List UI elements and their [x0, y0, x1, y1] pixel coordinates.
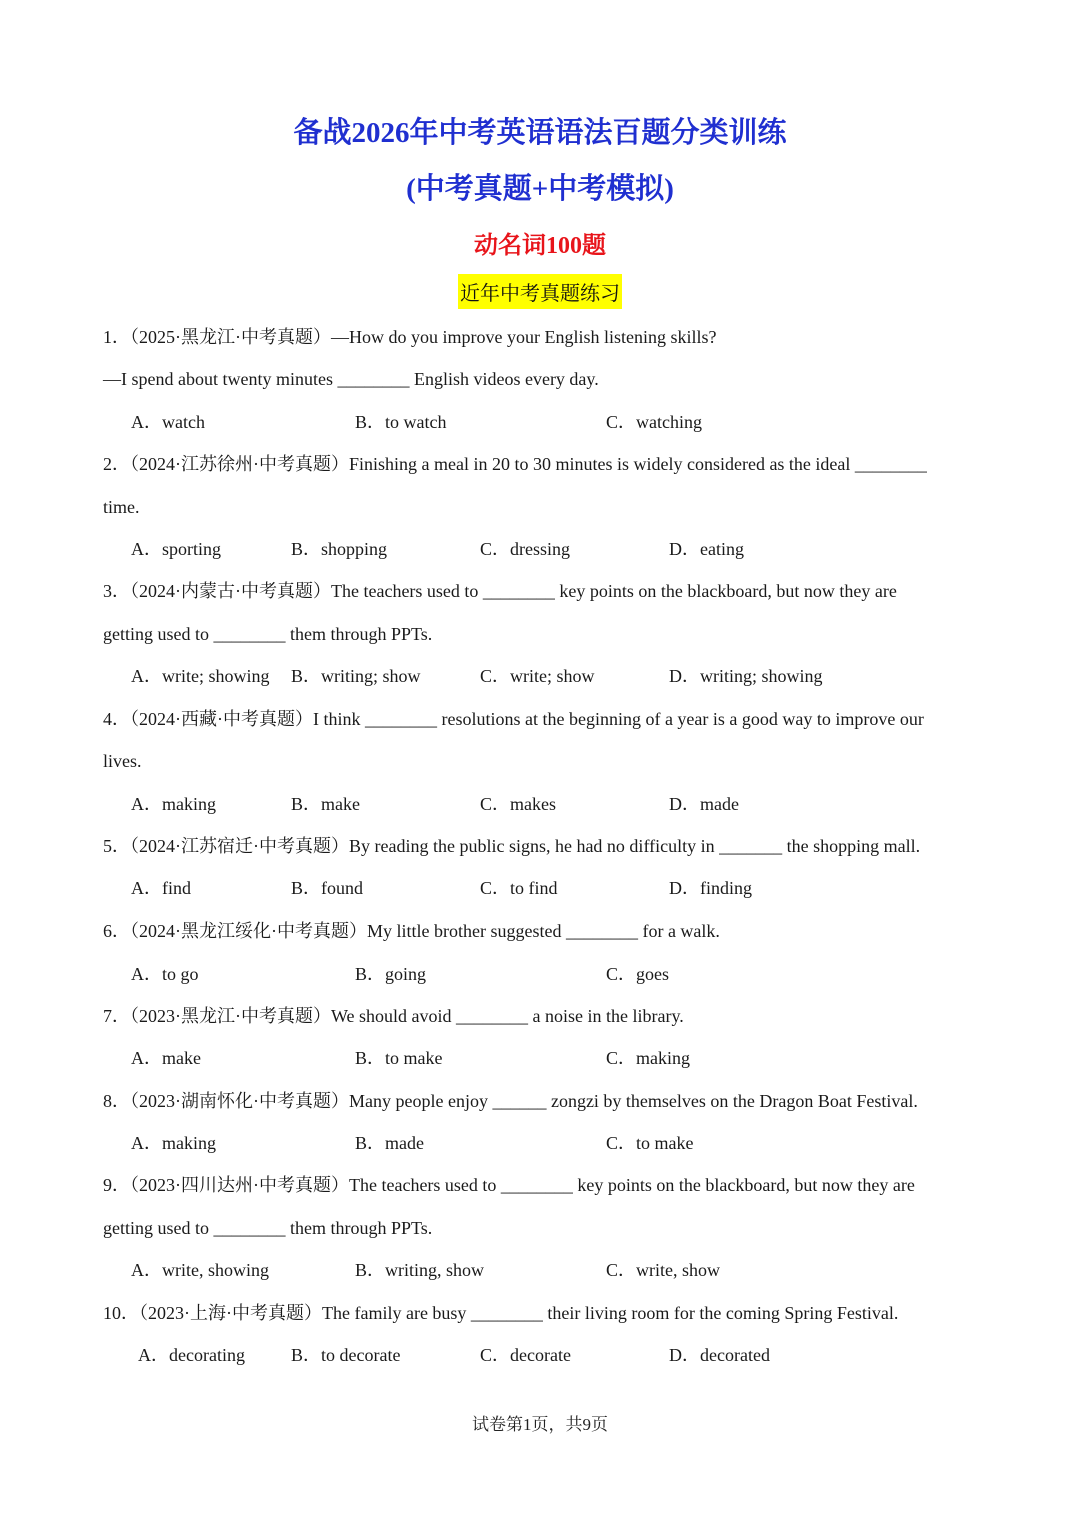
question-9-line-2: getting used to ________ them through PPTs. — [103, 1218, 433, 1238]
section-heading — [0, 274, 1080, 309]
question-4-line-1: 4．（2024·西藏·中考真题）I think ________ resolutions at the beginning of a year is a good way to improve our — [103, 709, 924, 729]
question-5-option-d: D．finding — [669, 878, 752, 898]
page-footer: 试卷第1页，共9页 — [472, 1415, 608, 1434]
question-8-option-b: B．made — [355, 1133, 424, 1153]
question-2-option-a: A．sporting — [131, 539, 221, 559]
question-2-line-2: time. — [103, 497, 140, 517]
page-subtitle: (中考真题+中考模拟) — [406, 173, 674, 205]
question-3-line-1: 3．（2024·内蒙古·中考真题）The teachers used to ________ key points on the blackboard, but now they are — [103, 581, 897, 601]
topic-heading: 动名词100题 — [474, 233, 606, 259]
question-3-option-b: B．writing; show — [291, 666, 421, 686]
question-10-option-b: B．to decorate — [291, 1345, 401, 1365]
question-6-option-c: C．goes — [606, 964, 669, 984]
question-2-option-c: C．dressing — [480, 539, 570, 559]
question-7-option-b: B．to make — [355, 1048, 443, 1068]
question-4-option-a: A．making — [131, 794, 216, 814]
question-4-option-c: C．makes — [480, 794, 556, 814]
question-6-line-1: 6．（2024·黑龙江绥化·中考真题）My little brother suggested ________ for a walk. — [103, 921, 720, 941]
question-10-option-d: D．decorated — [669, 1345, 770, 1365]
question-5-option-a: A．find — [131, 878, 191, 898]
question-8-option-c: C．to make — [606, 1133, 694, 1153]
question-10-line-1: 10．（2023·上海·中考真题）The family are busy ________ their living room for the coming Spring Festival. — [103, 1303, 899, 1323]
question-4-option-d: D．made — [669, 794, 739, 814]
question-3-option-a: A．write; showing — [131, 666, 270, 686]
question-6-option-a: A．to go — [131, 964, 199, 984]
question-3-line-2: getting used to ________ them through PPTs. — [103, 624, 433, 644]
question-8-line-1: 8．（2023·湖南怀化·中考真题）Many people enjoy ______ zongzi by themselves on the Dragon Boat Festival. — [103, 1091, 918, 1111]
question-1-line-1: 1．（2025·黑龙江·中考真题）—How do you improve your English listening skills? — [103, 327, 717, 347]
question-1-option-a: A．watch — [131, 412, 205, 432]
question-2-line-1: 2．（2024·江苏徐州·中考真题）Finishing a meal in 20 to 30 minutes is widely considered as the ideal ________ — [103, 454, 927, 474]
section-heading-label: 近年中考真题练习 — [458, 274, 622, 309]
question-5-option-b: B．found — [291, 878, 363, 898]
question-7-option-c: C．making — [606, 1048, 690, 1068]
question-9-line-1: 9．（2023·四川达州·中考真题）The teachers used to ________ key points on the blackboard, but now they are — [103, 1175, 915, 1195]
question-5-option-c: C．to find — [480, 878, 558, 898]
question-4-line-2: lives. — [103, 751, 142, 771]
question-8-option-a: A．making — [131, 1133, 216, 1153]
question-9-option-b: B．writing, show — [355, 1260, 485, 1280]
question-2-option-b: B．shopping — [291, 539, 388, 559]
question-2-option-d: D．eating — [669, 539, 744, 559]
question-6-option-b: B．going — [355, 964, 427, 984]
question-9-option-c: C．write, show — [606, 1260, 720, 1280]
question-3-option-c: C．write; show — [480, 666, 595, 686]
question-3-option-d: D．writing; showing — [669, 666, 823, 686]
question-7-option-a: A．make — [131, 1048, 201, 1068]
question-1-option-c: C．watching — [606, 412, 702, 432]
question-4-option-b: B．make — [291, 794, 360, 814]
page-title: 备战2026年中考英语语法百题分类训练 — [293, 117, 787, 149]
question-5-line-1: 5．（2024·江苏宿迁·中考真题）By reading the public signs, he had no difficulty in _______ the shopping mall. — [103, 836, 921, 856]
question-10-option-c: C．decorate — [480, 1345, 571, 1365]
question-1-option-b: B．to watch — [355, 412, 447, 432]
question-9-option-a: A．write, showing — [131, 1260, 269, 1280]
question-10-option-a: A．decorating — [138, 1345, 245, 1365]
question-7-line-1: 7．（2023·黑龙江·中考真题）We should avoid ________ a noise in the library. — [103, 1006, 684, 1026]
question-1-line-2: —I spend about twenty minutes ________ English videos every day. — [103, 369, 599, 389]
